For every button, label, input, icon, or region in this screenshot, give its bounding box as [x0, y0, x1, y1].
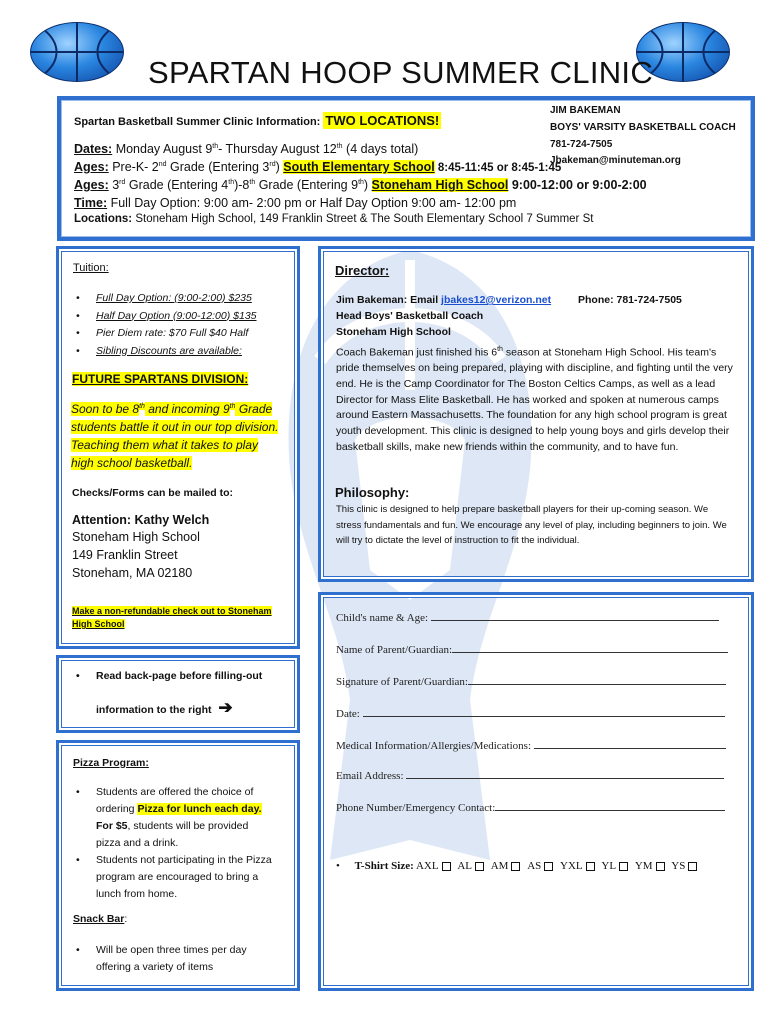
size-option-yxl[interactable]	[560, 860, 595, 872]
size-label: AS	[527, 860, 542, 872]
size-option-am[interactable]	[491, 860, 521, 872]
pizza-list	[72, 784, 272, 903]
bio-text: season at Stoneham High School. His team's pride themselves on being prepared, playing with discipline, and fighting until the very end. He is the Camp Coordinator for The Boston Celtics Camps, as well as a lead Director for Mass Elite Basketball. He has worked and spoken at numerous camps around Eastern Massachusetts. The foundation for any high school program is great youth development. This clinic is designed to help young boys and girls develop their basketball skills, make new friends within the community, and to have fun.	[336, 346, 733, 453]
page-title: SPARTAN HOOP SUMMER CLINIC	[148, 55, 654, 90]
payable-text: Make a non-refundable check out to Stoneham High School	[72, 606, 272, 629]
checkbox-icon[interactable]	[475, 862, 484, 871]
director-school: Stoneham High School	[336, 326, 451, 338]
pizza-highlight: Pizza for lunch each day.	[137, 803, 262, 815]
director-email-link[interactable]: jbakes12@verizon.net	[441, 294, 552, 306]
size-option-al[interactable]	[457, 860, 484, 872]
size-label: AXL	[415, 860, 439, 872]
tshirt-size-row	[336, 860, 697, 872]
list-item	[72, 942, 272, 976]
size-option-ym[interactable]	[635, 860, 665, 872]
future-text: Grade students battle it out in our top division. Teaching them what it takes to play high school basketball.	[71, 402, 279, 470]
address-line-2: 149 Franklin Street	[72, 548, 178, 562]
parent-signature-field[interactable]	[336, 674, 726, 688]
ages-label: Ages:	[74, 160, 109, 174]
ages-time: 8:45-11:45 or 8:45-1:45	[434, 162, 562, 174]
dates-line	[74, 142, 418, 156]
attention-line: Attention: Kathy Welch	[72, 513, 210, 527]
field-line	[431, 610, 719, 621]
bio-text: Coach Bakeman just finished his 6	[336, 346, 498, 359]
locations-text: Stoneham High School, 149 Franklin Street & The South Elementary School 7 Summer St	[132, 213, 594, 225]
dates-text: (4 days total)	[342, 142, 419, 156]
size-label: AL	[457, 860, 472, 872]
ages-line-1	[74, 160, 561, 174]
size-option-ys[interactable]	[671, 860, 697, 872]
address-line-3: Stoneham, MA 02180	[72, 566, 193, 580]
ages-text: Grade (Entering 9	[255, 178, 359, 192]
mail-heading: Checks/Forms can be mailed to:	[72, 487, 234, 499]
payable-note	[72, 605, 282, 631]
list-item	[72, 290, 287, 308]
size-option-as[interactable]	[527, 860, 553, 872]
tuition-item: Full Day Option: (9:00-2:00) $235	[96, 292, 252, 304]
size-label: YM	[634, 860, 653, 872]
ages-text: Grade (Entering 3	[166, 160, 270, 174]
field-label: Date:	[336, 708, 360, 720]
field-line	[495, 800, 725, 811]
info-heading: Spartan Basketball Summer Clinic Information:	[74, 116, 321, 128]
checkbox-icon[interactable]	[688, 862, 697, 871]
address-line-1: Stoneham High School	[72, 530, 200, 544]
future-text: Soon to be 8	[71, 402, 140, 416]
size-label: AM	[490, 860, 509, 872]
dates-text: Monday August 9	[112, 142, 213, 156]
stoneham-high-school: Stoneham High School	[371, 178, 509, 192]
checkbox-icon[interactable]	[586, 862, 595, 871]
time-text: Full Day Option: 9:00 am- 2:00 pm or Half Day Option 9:00 am- 12:00 pm	[107, 196, 517, 210]
sup: th	[249, 178, 256, 186]
field-label: Email Address:	[336, 770, 404, 782]
snack-heading: Snack Bar	[73, 913, 125, 925]
ages-text: Grade (Entering 4	[125, 178, 229, 192]
parent-name-field[interactable]	[336, 642, 728, 656]
readback-box	[56, 655, 300, 733]
tuition-heading: Tuition:	[73, 262, 109, 274]
tuition-item: Half Day Option (9:00-12:00) $135	[96, 309, 257, 322]
dates-label: Dates:	[74, 142, 113, 156]
locations-label: Locations:	[74, 213, 133, 225]
director-heading: Director:	[335, 263, 390, 278]
phone-field[interactable]	[336, 800, 725, 814]
time-line	[74, 196, 516, 210]
field-line	[406, 768, 724, 779]
time-label: Time:	[74, 196, 108, 210]
sup: th	[358, 178, 364, 186]
field-line	[452, 642, 728, 653]
ages-text: )	[275, 160, 284, 174]
future-spartans-heading: FUTURE SPARTANS DIVISION:	[72, 372, 249, 386]
size-option-yl[interactable]	[601, 860, 628, 872]
field-line	[534, 738, 726, 749]
field-label: Child's name & Age:	[336, 612, 429, 624]
contact-role: BOYS' VARSITY BASKETBALL COACH	[550, 122, 736, 133]
sup: th	[336, 142, 343, 150]
ages-text: Pre-K- 2	[108, 160, 159, 174]
sup: rd	[269, 160, 276, 168]
list-item	[72, 852, 272, 903]
readback-text: information to the right	[96, 704, 212, 716]
ages-text: 3	[108, 178, 120, 192]
contact-phone: 781-724-7505	[550, 139, 613, 150]
field-label: Signature of Parent/Guardian:	[336, 676, 468, 688]
snack-text: Will be open three times per day offering a variety of items	[96, 944, 247, 973]
director-title: Head Boys' Basketball Coach	[336, 310, 484, 322]
two-locations-badge: TWO LOCATIONS!	[325, 113, 440, 128]
sup: th	[228, 178, 235, 186]
pizza-heading: Pizza Program:	[73, 757, 149, 769]
tshirt-label: T-Shirt Size:	[354, 860, 414, 872]
medical-info-field[interactable]	[336, 738, 726, 752]
email-field[interactable]	[336, 768, 724, 782]
pizza-price: For $5	[96, 820, 128, 832]
list-item	[72, 308, 287, 326]
south-elementary-school: South Elementary School	[283, 160, 435, 174]
arrow-right-icon: ➔	[218, 698, 233, 717]
tuition-item: Sibling Discounts are available:	[96, 344, 242, 357]
ages-text: )	[363, 178, 372, 192]
director-name-line	[336, 294, 551, 306]
checkbox-icon[interactable]	[442, 862, 451, 871]
snack-list	[72, 942, 272, 976]
contact-name: JIM BAKEMAN	[550, 105, 621, 116]
ages-time: 9:00-12:00 or 9:00-2:00	[508, 178, 647, 192]
pizza-text: , students will be provided pizza and a drink.	[96, 820, 249, 849]
child-name-field[interactable]	[336, 610, 719, 624]
readback-line: Read back-page before filling-out	[96, 670, 263, 682]
list-item	[72, 784, 272, 852]
contact-email: Jbakeman@minuteman.org	[550, 155, 681, 166]
field-line	[468, 674, 726, 685]
sup: th	[139, 403, 145, 410]
director-phone: Phone: 781-724-7505	[578, 294, 682, 306]
ages-line-2	[74, 178, 647, 192]
sup: th	[212, 142, 219, 150]
snack-heading-row	[73, 913, 127, 925]
future-spartans-text	[71, 398, 281, 472]
size-label: YXL	[560, 860, 583, 872]
field-label: Name of Parent/Guardian:	[336, 644, 453, 656]
sup: th	[229, 403, 236, 410]
philosophy-heading: Philosophy:	[335, 485, 410, 500]
basketball-logo-left-icon	[30, 22, 124, 82]
info-heading-row	[74, 113, 441, 128]
field-line	[363, 706, 725, 717]
pizza-text: Students not participating in the Pizza program are encouraged to bring a lunch from home.	[96, 854, 272, 900]
checkbox-icon[interactable]	[619, 862, 628, 871]
readback-line-2	[96, 698, 233, 718]
checkbox-icon[interactable]	[511, 862, 520, 871]
tuition-list	[72, 290, 287, 360]
sup: th	[497, 346, 503, 353]
field-label: Medical Information/Allergies/Medications:	[336, 740, 531, 752]
size-label: YL	[601, 860, 617, 872]
sup: nd	[158, 160, 167, 168]
director-bio	[336, 342, 736, 455]
snack-colon: :	[124, 913, 128, 925]
ages-label: Ages:	[74, 178, 109, 192]
list-item	[72, 670, 287, 682]
ages-text: )-8	[234, 178, 250, 192]
sup: rd	[119, 178, 126, 186]
director-name: Jim Bakeman: Email	[336, 294, 442, 306]
list-item	[72, 325, 287, 343]
date-field[interactable]	[336, 706, 725, 720]
tuition-item: Pier Diem rate: $70 Full $40 Half	[96, 327, 249, 339]
bullet: •	[336, 860, 340, 872]
future-text: and incoming 9	[144, 402, 230, 416]
field-label: Phone Number/Emergency Contact:	[336, 802, 496, 814]
checkbox-icon[interactable]	[656, 862, 665, 871]
pizza-text: Students are offered the choice of ordering	[96, 786, 254, 815]
readback-list	[72, 670, 287, 682]
checkbox-icon[interactable]	[544, 862, 553, 871]
philosophy-text: This clinic is designed to help prepare basketball players for their up-coming season. We stress fundamentals and fun. We encourage any level of play, including beginners to join. We will try to dictate the level of instruction to fit the individual.	[336, 504, 727, 546]
list-item	[72, 343, 287, 361]
size-label: YS	[671, 860, 686, 872]
locations-line	[74, 213, 593, 225]
dates-text: - Thursday August 12	[218, 142, 337, 156]
size-option-axl[interactable]	[416, 860, 451, 872]
